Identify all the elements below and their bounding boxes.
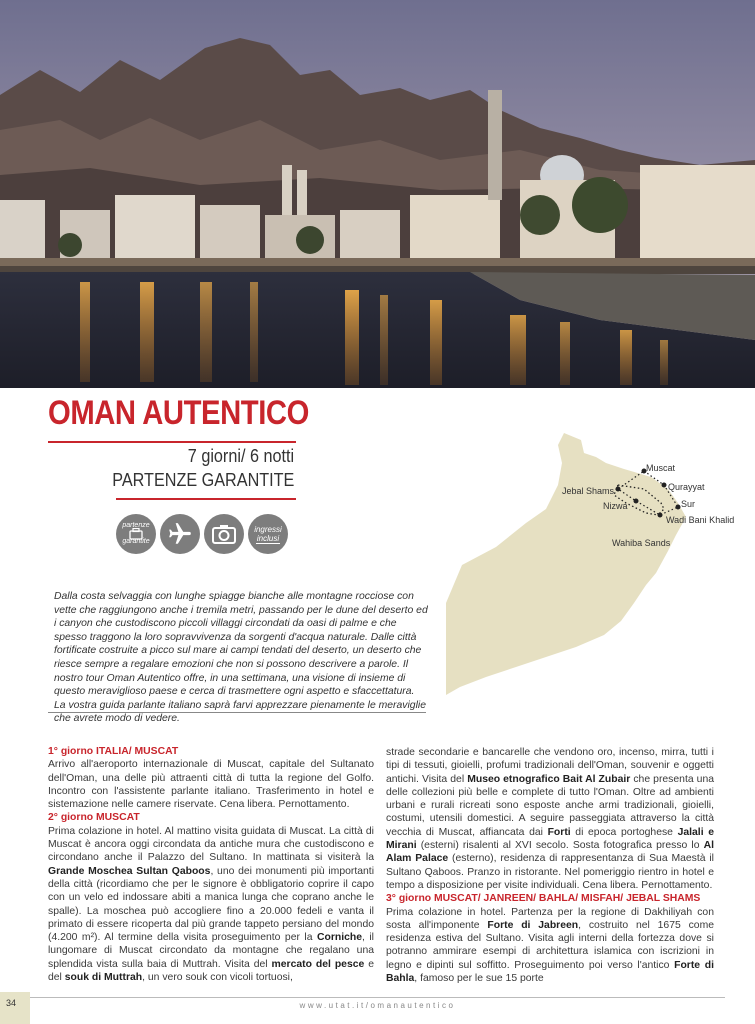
oman-route-map	[446, 425, 755, 725]
subtitle-underline	[116, 498, 296, 500]
map-label-jebal-shams: Jebal Shams	[562, 486, 615, 496]
day-1-heading: 1° giorno ITALIA/ MUSCAT	[48, 746, 179, 757]
day-2-heading: 2° giorno MUSCAT	[48, 812, 140, 824]
page-title: OMAN AUTENTICO	[48, 394, 309, 432]
intro-paragraph: Dalla costa selvaggia con lunghe spiagge bianche alle montagne rocciose con vette che raggiungono anche i tremila metri, passando per le dune del deserto ed i canyon che custodiscono piccoli villaggi circondati da oasi di palme e che spesso traggono la loro sopravvivenza da sorgenti d'acqua naturale. Dalle città fortificate costruite a picco sul mare ai campi tendati del deserto, un deserto che riesce sempre a regalare emozioni che non si possono descrivere a parole. Il nostro tour Oman Autentico offre, in una settimana, una visione di insieme di questo meraviglioso paese e cerca di trasmettere ogni aspetto e sfaccettatura. La vostra guida parlante italiano saprà farvi apprezzare pienamente le meraviglie che avrete modo di vedere.	[54, 591, 428, 725]
ingressi-inclusi-icon: ingressi inclusi	[248, 514, 288, 554]
page-number: 34	[6, 998, 17, 1008]
map-label-muscat: Muscat	[646, 463, 676, 473]
partenze-garantite-icon: partenze garantite	[116, 514, 156, 554]
hero-photo-muscat-corniche	[0, 0, 755, 388]
airplane-icon	[160, 514, 200, 554]
footer-divider	[30, 997, 725, 998]
intro-divider	[48, 712, 426, 713]
day-2-text-continued: strade secondarie e bancarelle che vendono oro, incenso, mirra, tutti i tipi di tessuti, gioielli, profumi tradizionali dell'Oman, souvenir e oggetti antichi. Visita del Museo etnografico Bait Al Zubair che presenta una delle collezioni più belle e complete di tutto l'Oman. Oltre ad ambienti urbani e rurali ricreati sono esposte anche armi tradizionali, gioielli, costumi, utensili domestici. A seguire passeggiata attraverso la città vecchia di Muscat, affiancata dai Forti di epoca portoghese Jalali e Mirani (esterni) risalenti al XVI secolo. Sosta fotografica presso lo Al Alam Palace (esterno), residenza di rappresentanza di Sua Maestà il Sultano Qaboos. Pranzo in ristorante. Nel pomeriggio rientro in hotel e tempo a disposizione per visite individuali. Cena libera. Pernottamento.	[386, 747, 714, 891]
day-3-heading: 3° giorno MUSCAT/ JANREEN/ BAHLA/ MISFAH/ JEBAL SHAMS	[386, 893, 701, 905]
day-1-text: Arrivo all'aeroporto internazionale di Muscat, capitale del Sultanato dell'Oman, una delle più attraenti città di tutta la regione del Golfo. Incontro con l'assistente parlante italiano. Trasferimento in hotel e sistemazione nelle camere riservate. Cena libera. Pernottamento.	[48, 759, 374, 811]
title-underline	[48, 441, 296, 443]
map-label-qurayyat: Qurayyat	[668, 482, 705, 492]
day-2-text: Prima colazione in hotel. Al mattino visita guidata di Muscat. La città di Muscat è ancora oggi circondata da antiche mura che custodiscono e circondano anche il Palazzo del Sultano. In mattinata si visiterà la Grande Moschea Sultan Qaboos, uno dei monumenti più importanti della città (ricordiamo che per le signore è obbligatorio coprire il capo con un velo ed indossare abiti a manica lunga che coprano anche le spalle). La moschea può accogliere fino a 20.000 fedeli e vanta il primato di essere ricoperta dal più grande tappeto persiano del mondo (4.200 m²). Al termine della visita proseguimento per la Corniche, il lungomare di Muscat circondato da montagne che regalano una splendida vista sulla baia di Muttrah. Visita del mercato del pesce e del souk di Muttrah, un vero souk con vicoli tortuosi,	[48, 825, 374, 984]
day-3-text: Prima colazione in hotel. Partenza per la regione di Dakhiliyah con sosta all'imponente Forte di Jabreen, costruito nel 1675 come residenza estiva del Sultano. Visita agli interni della fortezza dove si potranno ammirare esempi di architettura islamica con iscrizioni in legno e dipinti sul soffitto. Proseguimento poi verso l'antico Forte di Bahla, famoso per le sue 15 porte	[386, 906, 715, 985]
badge-row	[116, 514, 288, 554]
duration-text: 7 giorni/ 6 notti	[187, 446, 294, 466]
map-label-sur: Sur	[681, 499, 696, 509]
map-label-wahiba-sands: Wahiba Sands	[612, 538, 671, 548]
itinerary-column-2	[386, 746, 714, 985]
departures-text: PARTENZE GARANTITE	[111, 470, 294, 490]
map-label-nizwa: Nizwa	[603, 501, 628, 511]
map-label-wadi-bani-khalid: Wadi Bani Khalid	[666, 515, 735, 525]
camera-icon	[204, 514, 244, 554]
footer-url-link[interactable]: www.utat.it/omanautentico	[299, 1001, 456, 1010]
wadi-bani-khalid-marker	[658, 513, 663, 518]
itinerary-column-1	[48, 745, 374, 984]
